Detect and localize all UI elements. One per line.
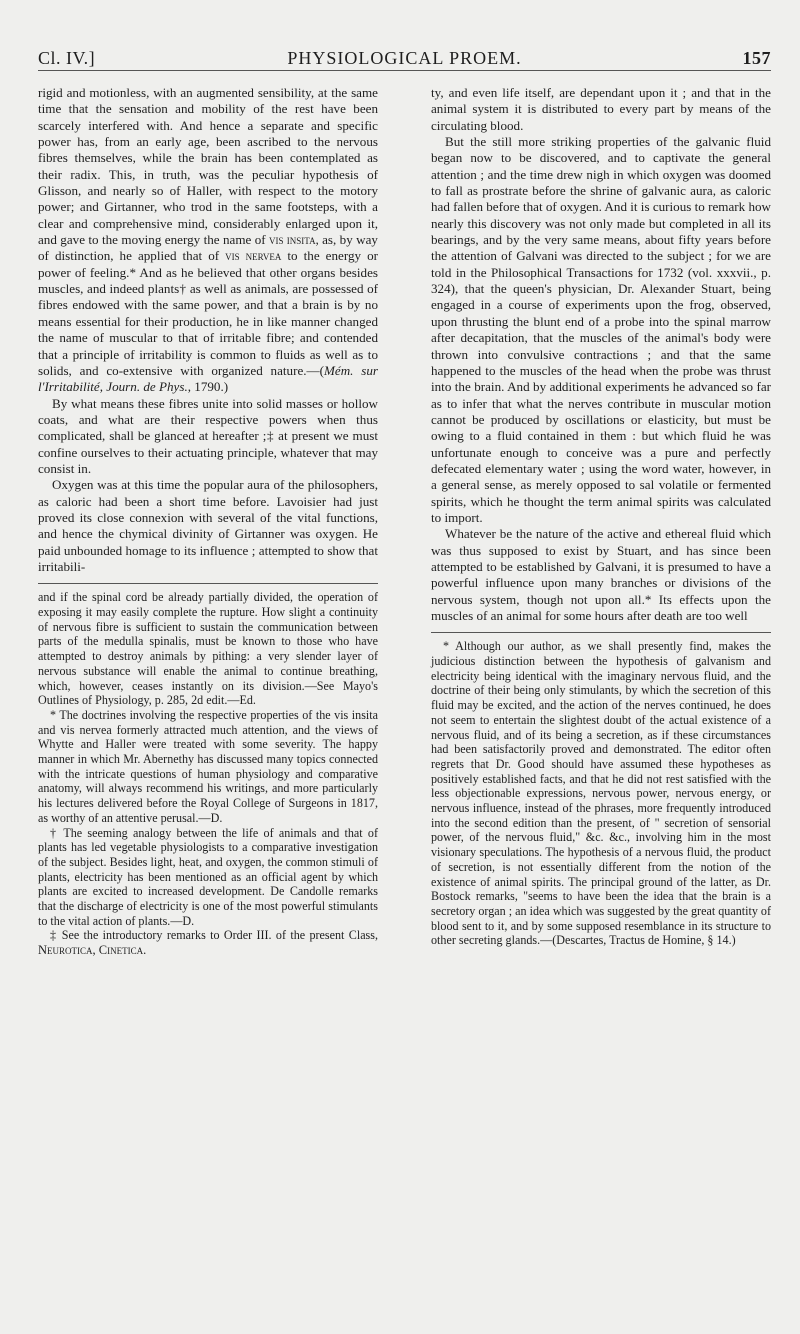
footnote: ‡ See the introductory remarks to Order III. of the present Class, Neurotica, Cinetica.: [38, 928, 378, 958]
term-vis-nervea: vis nervea: [225, 249, 282, 264]
page-number: 157: [742, 48, 771, 68]
left-column: [38, 85, 378, 958]
footnote: * The doctrines involving the respective properties of the vis insita and vis nervea formerly attracted much attention, and the views of Whytte and Haller were treated with some severity. The happy manner in which Mr. Abernethy has discussed many topics connected with the intricate questions of human physiology and comparative anatomy, will always recommend his writings, and more particularly his lectures delivered before the Royal College of Surgeons in 1817, as worthy of an attentive perusal.—D.: [38, 707, 378, 825]
paragraph: Whatever be the nature of the active and ethereal fluid which was thus supposed to exist by Stuart, and has since been attempted to be established by Galvani, it is presumed to have a powerful influence upon many branches or divisions of the nervous system, though not upon all.* Its effects upon the muscles of an animal for some hours after death are too well: [431, 526, 771, 623]
footnotes: [38, 590, 378, 958]
citation: Mém. sur l'Irritabilité, Journ. de Phys.: [38, 362, 378, 395]
footnote: * Although our author, as we shall presently find, makes the judicious distinction between the hypothesis of galvanism and electricity being identical with the imaginary nervous fluid, and the doctrine of their being only stimulants, by which the secretion of this fluid may be excited, and the action of the nerves continued, he does not seem to entertain the slightest doubt of the actual existence of a nervous fluid, and of its being a secretion, as if these circumstances had been satisfactorily proved and demonstrated. The editor often regrets that Dr. Good should have assumed these hypotheses as positively established facts, and that he did not rest satisfied with the less objectionable expressions, nervous power, nervous energy, or nervous influence, instead of the phrases, more frequently introduced into the second edition than the present, of " secretion of sensorial power, of the nervous fluid," &c. &c., involving him in the most visionary speculations. The hypothesis of a nervous fluid, the product of secretion, is not essentially different from the notion of the existence of animal spirits. The principal ground of the latter, as Dr. Bostock remarks, "seems to have been the idea that the brain is a secretory organ ; an idea which was suggested by the great quantity of blood sent to it, and by some supposed resemblance in its structure to other secreting glands.—(Descartes, Tractus de Homine, § 14.): [431, 639, 771, 948]
footnote: and if the spinal cord be already partially divided, the operation of exposing it may easily complete the rupture. How slight a continuity of nervous fibre is sufficient to sustain the communication between parts of the medulla spinalis, must be known to those who have attempted to destroy animals by pithing: a very slender layer of nervous substance will enable the animal to continue breathing, which, however, ceases instantly on its division.—See Mayo's Outlines of Physiology, p. 285, 2d edit.—Ed.: [38, 590, 378, 708]
footnote-divider: [431, 632, 771, 633]
chapter-label: Cl. IV.]: [38, 48, 96, 68]
footnote-divider: [38, 583, 378, 584]
term-vis-insita: vis insita,: [269, 233, 319, 248]
page-title: PHYSIOLOGICAL PROEM.: [287, 48, 522, 68]
paragraph: rigid and motionless, with an augmented sensibility, at the same time that the sensation and mobility of the rest have been scarcely interfered with. And hence a separate and specific power has, from an early age, been ascribed to the nervous fibres themselves, while the brain has been contemplated as their radix. This, in truth, was the peculiar hypothesis of Glisson, and nearly so of Haller, with respect to the motory power; and Girtanner, who trod in the same footsteps, with a clear and comprehensive mind, considerably enlarged upon it, and gave to the moving energy the name of vis insita, as, by way of distinction, he applied that of vis nervea to the energy or power of feeling.* And as he believed that other organs besides muscles, and indeed plants† as well as animals, are possessed of fibres endowed with the same power, and that a brain is by no means essential for their production, he in like manner changed the name of muscular to that of irritable fibre; and contended that a principle of irritability is common to fluids as well as to solids, and co-extensive with organized nature.—(Mém. sur l'Irritabilité, Journ. de Phys., 1790.): [38, 85, 379, 395]
paragraph: Oxygen was at this time the popular aura of the philosophers, as caloric had been a short time before. Lavoisier had just proved its close connexion with several of the vital functions, and hence the chymical divinity of Girtanner was oxygen. He paid unbounded homage to its influence ; attempted to show that irritabili-: [38, 477, 378, 574]
footnote: † The seeming analogy between the life of animals and that of plants has led vegetable physiologists to a comparative investigation of the subject. Besides light, heat, and oxygen, the common stimuli of plants, electricity has been mentioned as an official agent by which plants are excited to increased development. De Candolle remarks that the discharge of electricity is one of the most powerful stimulants to the vital action of plants.—D.: [38, 825, 378, 928]
paragraph: ty, and even life itself, are dependant upon it ; and that in the animal system it is distributed to every part by means of the circulating blood.: [431, 85, 771, 133]
running-header: [38, 46, 771, 71]
paragraph: By what means these fibres unite into solid masses or hollow coats, and what are their respective powers when thus complicated, shall be glanced at hereafter ;‡ at present we must confine ourselves to their actuating principle, whatever that may consist in.: [38, 395, 378, 476]
footnotes: [431, 639, 771, 948]
right-column: [431, 85, 771, 948]
paragraph: But the still more striking properties of the galvanic fluid began now to be discovered, and to captivate the general attention ; and the time drew nigh in which oxygen was doomed to fall as prostrate before the shrine of galvanic aura, as caloric had fallen before that of oxygen. And it is curious to remark how nearly this discovery was not only made but completed in all its bearings, and by the very same means, about fifty years before the attention of Galvani was directed to the subject ; for we are told in the Philosophical Transactions for 1732 (vol. xxxvii., p. 324), that the queen's physician, Dr. Alexander Stuart, being engaged in a course of experiments upon the frog, observed, upon thrusting the blunt end of a probe into the spinal marrow after decapitation, that the muscles of the animal's body were thrown into convulsive contractions ; and that the same happened to the muscles of the head when the probe was thrust into the brain. And by additional experiments he advanced so far as to infer that what the nerves contribute in muscular motion cannot be produced by oscillations or elasticity, but must be owing to a fluid contained in them : but which fluid he was unfortunate enough to conceive was a pure and perfectly defecated elementary water ; using the word water, however, in a general sense, as merely opposed to sal volatile or fermented spirits, which he thought the term animal spirits was calculated to import.: [431, 134, 771, 525]
